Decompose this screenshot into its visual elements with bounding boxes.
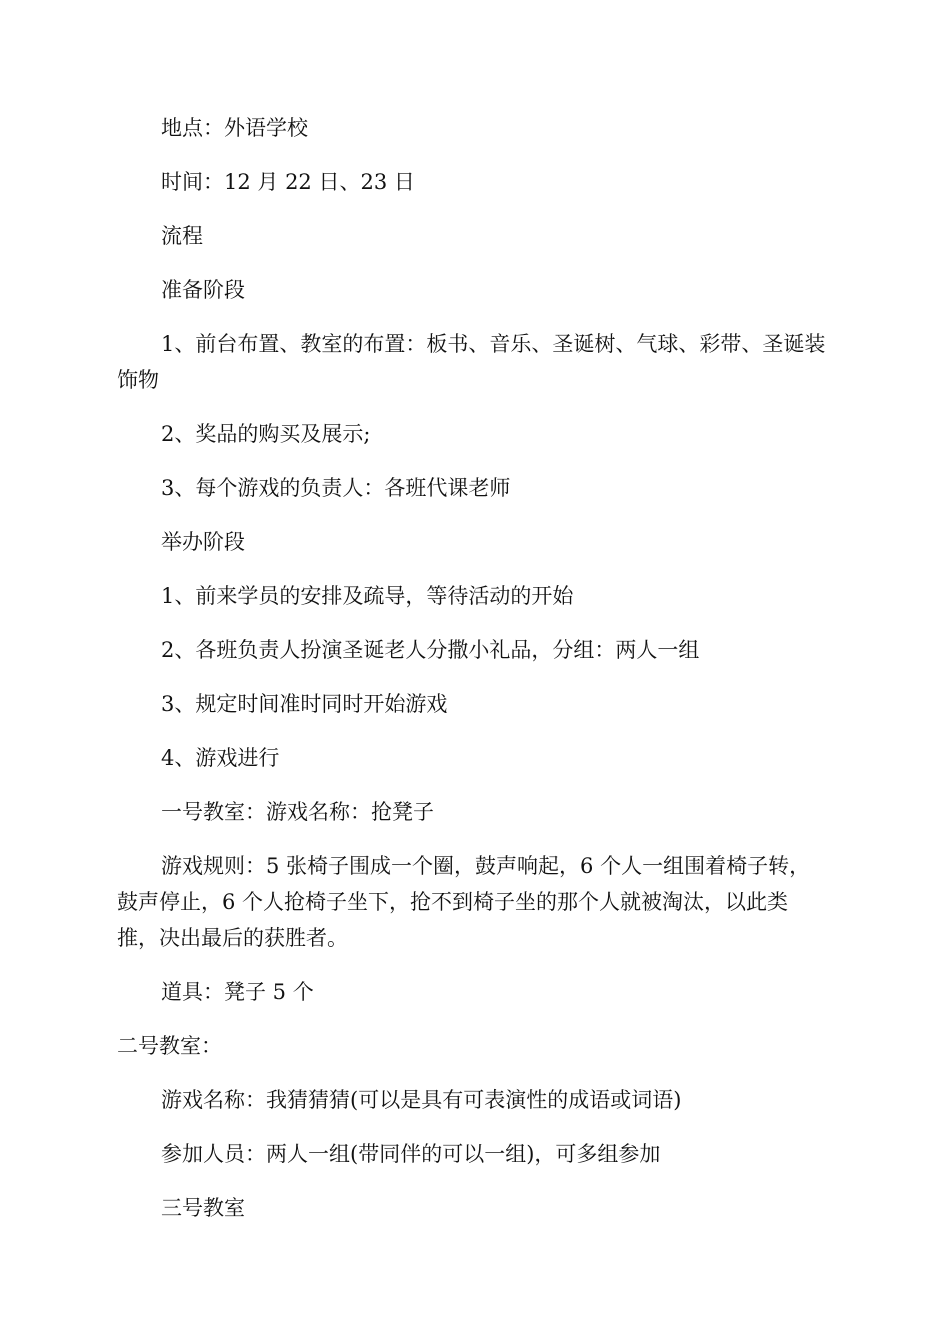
paragraph-preparation-heading: 准备阶段 xyxy=(161,278,245,302)
paragraph-participants: 参加人员：两人一组(带同伴的可以一组)，可多组参加 xyxy=(161,1142,661,1166)
paragraph-game-name-2: 游戏名称：我猜猜猜(可以是具有可表演性的成语或词语) xyxy=(161,1088,682,1112)
paragraph-classroom-1: 一号教室：游戏名称：抢凳子 xyxy=(161,800,434,824)
document-body xyxy=(117,110,829,1244)
paragraph-classroom-3: 三号教室 xyxy=(161,1196,245,1220)
paragraph-time: 时间：12 月 22 日、23 日 xyxy=(161,170,415,194)
paragraph-classroom-2: 二号教室： xyxy=(117,1034,222,1058)
paragraph-location: 地点：外语学校 xyxy=(161,116,308,140)
paragraph-prep-item-2: 2、奖品的购买及展示; xyxy=(161,422,371,446)
paragraph-process-heading: 流程 xyxy=(161,224,203,248)
paragraph-prep-item-1: 1、前台布置、教室的布置：板书、音乐、圣诞树、气球、彩带、圣诞装饰物 xyxy=(117,332,826,392)
paragraph-props: 道具：凳子 5 个 xyxy=(161,980,314,1004)
paragraph-holding-item-1: 1、前来学员的安排及疏导，等待活动的开始 xyxy=(161,584,574,608)
paragraph-holding-heading: 举办阶段 xyxy=(161,530,245,554)
paragraph-prep-item-3: 3、每个游戏的负责人：各班代课老师 xyxy=(161,476,511,500)
paragraph-holding-item-3: 3、规定时间准时同时开始游戏 xyxy=(161,692,448,716)
paragraph-game-rules: 游戏规则：5 张椅子围成一个圈，鼓声响起，6 个人一组围着椅子转，鼓声停止，6 个人抢椅子坐下，抢不到椅子坐的那个人就被淘汰，以此类推，决出最后的获胜者。 xyxy=(117,854,811,950)
paragraph-holding-item-4: 4、游戏进行 xyxy=(161,746,280,770)
paragraph-holding-item-2: 2、各班负责人扮演圣诞老人分撒小礼品，分组：两人一组 xyxy=(161,638,700,662)
